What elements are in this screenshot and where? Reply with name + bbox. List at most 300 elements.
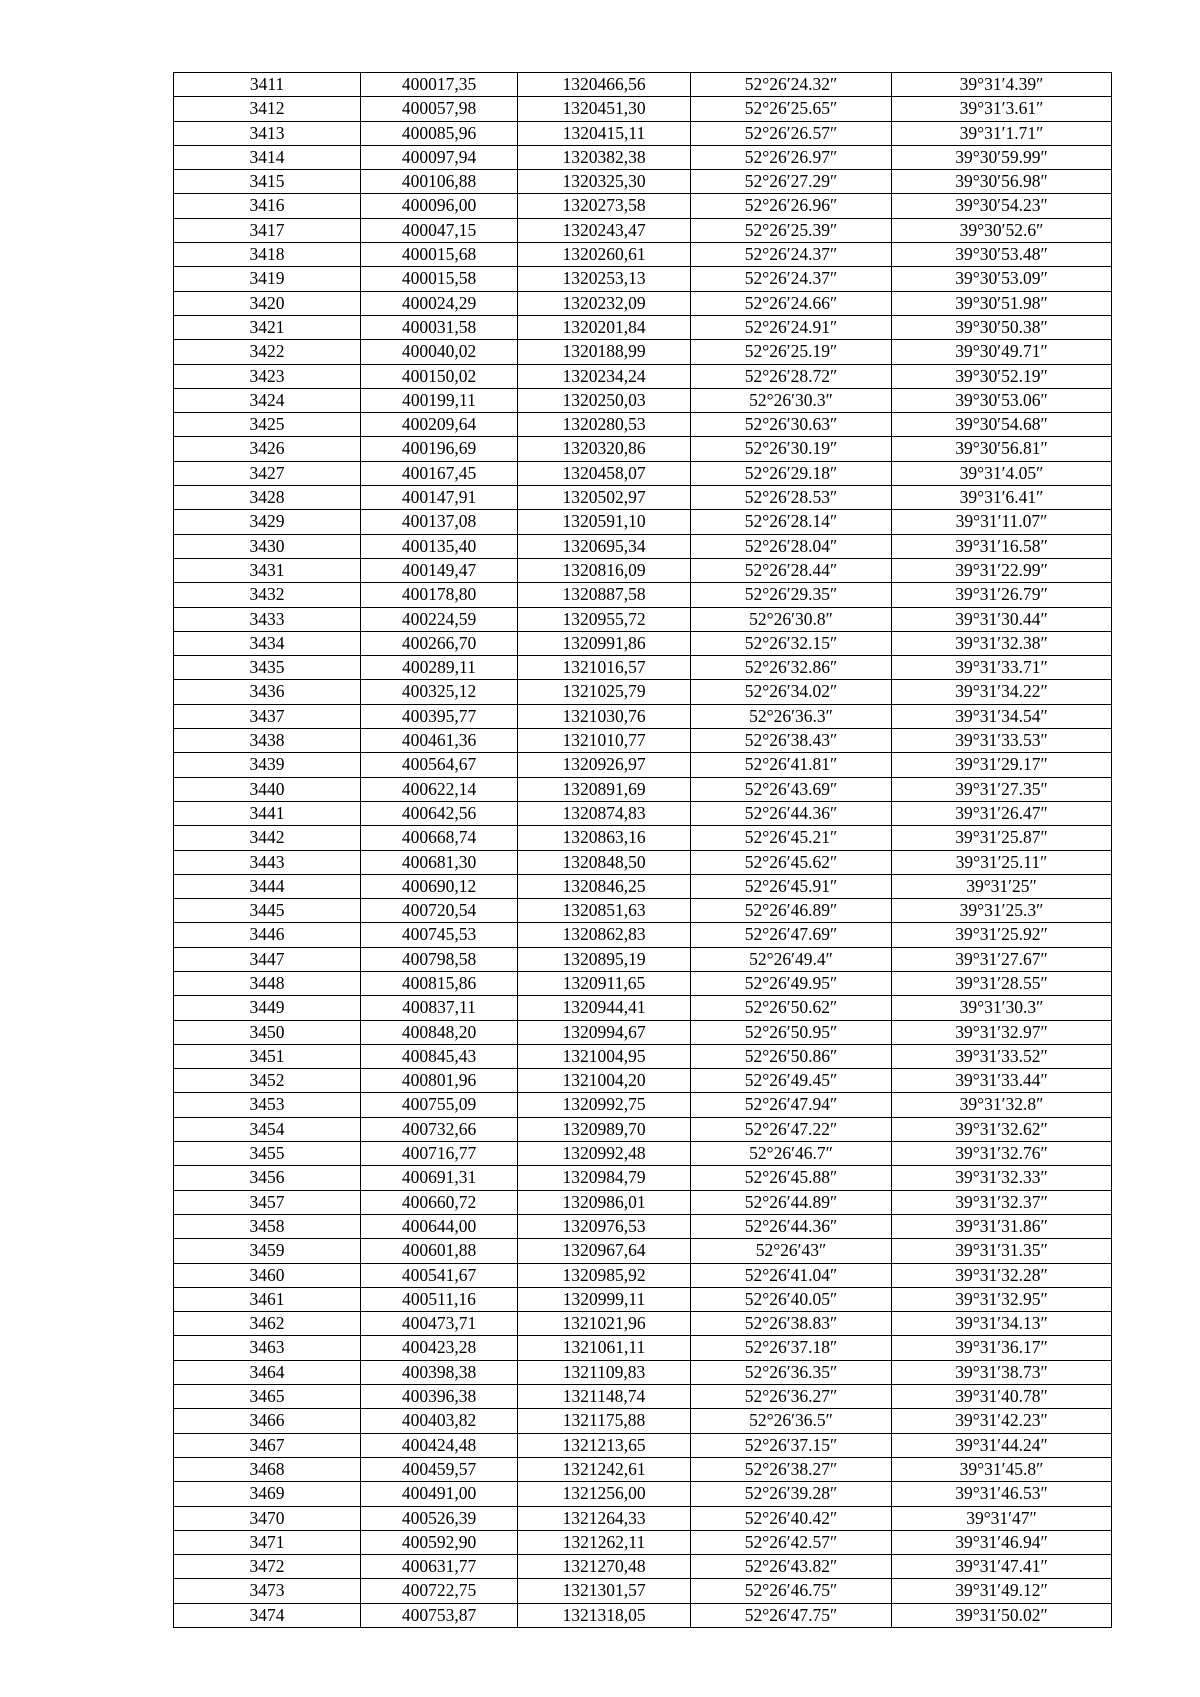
latitude-cell: 52°26′43″ (691, 1239, 892, 1263)
longitude-cell: 39°31′47.41″ (892, 1555, 1112, 1579)
latitude-cell: 52°26′50.62″ (691, 996, 892, 1020)
longitude-cell: 39°31′33.53″ (892, 729, 1112, 753)
y-coordinate-cell: 1320976,53 (518, 1214, 691, 1238)
longitude-cell: 39°31′28.55″ (892, 971, 1112, 995)
point-number-cell: 3431 (174, 558, 361, 582)
latitude-cell: 52°26′49.4″ (691, 947, 892, 971)
table-row (174, 1093, 1112, 1117)
table-row (174, 1214, 1112, 1238)
table-row (174, 461, 1112, 485)
x-coordinate-cell: 400106,88 (361, 170, 518, 194)
table-row (174, 194, 1112, 218)
table-row (174, 1482, 1112, 1506)
x-coordinate-cell: 400798,58 (361, 947, 518, 971)
latitude-cell: 52°26′46.7″ (691, 1142, 892, 1166)
table-row (174, 947, 1112, 971)
x-coordinate-cell: 400031,58 (361, 315, 518, 339)
point-number-cell: 3437 (174, 704, 361, 728)
y-coordinate-cell: 1320451,30 (518, 97, 691, 121)
latitude-cell: 52°26′45.88″ (691, 1166, 892, 1190)
table-row (174, 631, 1112, 655)
x-coordinate-cell: 400167,45 (361, 461, 518, 485)
x-coordinate-cell: 400837,11 (361, 996, 518, 1020)
y-coordinate-cell: 1320382,38 (518, 145, 691, 169)
longitude-cell: 39°31′3.61″ (892, 97, 1112, 121)
point-number-cell: 3439 (174, 753, 361, 777)
x-coordinate-cell: 400396,38 (361, 1385, 518, 1409)
table-row (174, 145, 1112, 169)
y-coordinate-cell: 1320944,41 (518, 996, 691, 1020)
point-number-cell: 3440 (174, 777, 361, 801)
longitude-cell: 39°30′54.68″ (892, 413, 1112, 437)
y-coordinate-cell: 1320862,83 (518, 923, 691, 947)
table-row (174, 704, 1112, 728)
y-coordinate-cell: 1321242,61 (518, 1457, 691, 1481)
latitude-cell: 52°26′44.36″ (691, 801, 892, 825)
y-coordinate-cell: 1320874,83 (518, 801, 691, 825)
point-number-cell: 3456 (174, 1166, 361, 1190)
longitude-cell: 39°31′34.13″ (892, 1312, 1112, 1336)
latitude-cell: 52°26′46.75″ (691, 1579, 892, 1603)
x-coordinate-cell: 400848,20 (361, 1020, 518, 1044)
longitude-cell: 39°30′53.09″ (892, 267, 1112, 291)
point-number-cell: 3423 (174, 364, 361, 388)
x-coordinate-cell: 400015,58 (361, 267, 518, 291)
latitude-cell: 52°26′42.57″ (691, 1530, 892, 1554)
x-coordinate-cell: 400691,31 (361, 1166, 518, 1190)
longitude-cell: 39°31′27.35″ (892, 777, 1112, 801)
x-coordinate-cell: 400564,67 (361, 753, 518, 777)
table-row (174, 1603, 1112, 1627)
latitude-cell: 52°26′24.66″ (691, 291, 892, 315)
table-row (174, 1555, 1112, 1579)
y-coordinate-cell: 1320863,16 (518, 826, 691, 850)
y-coordinate-cell: 1320232,09 (518, 291, 691, 315)
y-coordinate-cell: 1320986,01 (518, 1190, 691, 1214)
longitude-cell: 39°31′33.71″ (892, 656, 1112, 680)
latitude-cell: 52°26′44.36″ (691, 1214, 892, 1238)
latitude-cell: 52°26′45.21″ (691, 826, 892, 850)
point-number-cell: 3463 (174, 1336, 361, 1360)
longitude-cell: 39°31′45.8″ (892, 1457, 1112, 1481)
point-number-cell: 3412 (174, 97, 361, 121)
coordinates-table-body (174, 73, 1112, 1628)
latitude-cell: 52°26′28.44″ (691, 558, 892, 582)
point-number-cell: 3452 (174, 1069, 361, 1093)
latitude-cell: 52°26′36.35″ (691, 1360, 892, 1384)
table-row (174, 1044, 1112, 1068)
x-coordinate-cell: 400057,98 (361, 97, 518, 121)
table-row (174, 1409, 1112, 1433)
point-number-cell: 3454 (174, 1117, 361, 1141)
latitude-cell: 52°26′24.37″ (691, 243, 892, 267)
longitude-cell: 39°31′25.92″ (892, 923, 1112, 947)
point-number-cell: 3429 (174, 510, 361, 534)
x-coordinate-cell: 400178,80 (361, 583, 518, 607)
latitude-cell: 52°26′26.97″ (691, 145, 892, 169)
point-number-cell: 3443 (174, 850, 361, 874)
table-row (174, 1360, 1112, 1384)
latitude-cell: 52°26′49.95″ (691, 971, 892, 995)
latitude-cell: 52°26′38.83″ (691, 1312, 892, 1336)
longitude-cell: 39°30′51.98″ (892, 291, 1112, 315)
latitude-cell: 52°26′39.28″ (691, 1482, 892, 1506)
longitude-cell: 39°31′30.3″ (892, 996, 1112, 1020)
y-coordinate-cell: 1320887,58 (518, 583, 691, 607)
longitude-cell: 39°31′33.44″ (892, 1069, 1112, 1093)
latitude-cell: 52°26′50.86″ (691, 1044, 892, 1068)
longitude-cell: 39°31′25.3″ (892, 899, 1112, 923)
latitude-cell: 52°26′32.86″ (691, 656, 892, 680)
y-coordinate-cell: 1320502,97 (518, 486, 691, 510)
point-number-cell: 3417 (174, 218, 361, 242)
x-coordinate-cell: 400720,54 (361, 899, 518, 923)
y-coordinate-cell: 1320846,25 (518, 874, 691, 898)
table-row (174, 1239, 1112, 1263)
latitude-cell: 52°26′28.04″ (691, 534, 892, 558)
longitude-cell: 39°31′25″ (892, 874, 1112, 898)
y-coordinate-cell: 1321175,88 (518, 1409, 691, 1433)
x-coordinate-cell: 400690,12 (361, 874, 518, 898)
table-row (174, 534, 1112, 558)
longitude-cell: 39°31′40.78″ (892, 1385, 1112, 1409)
latitude-cell: 52°26′38.43″ (691, 729, 892, 753)
x-coordinate-cell: 400196,69 (361, 437, 518, 461)
point-number-cell: 3451 (174, 1044, 361, 1068)
table-row (174, 753, 1112, 777)
y-coordinate-cell: 1320991,86 (518, 631, 691, 655)
table-row (174, 1457, 1112, 1481)
y-coordinate-cell: 1320234,24 (518, 364, 691, 388)
y-coordinate-cell: 1320848,50 (518, 850, 691, 874)
latitude-cell: 52°26′47.69″ (691, 923, 892, 947)
x-coordinate-cell: 400325,12 (361, 680, 518, 704)
y-coordinate-cell: 1321270,48 (518, 1555, 691, 1579)
x-coordinate-cell: 400040,02 (361, 340, 518, 364)
longitude-cell: 39°31′31.86″ (892, 1214, 1112, 1238)
table-row (174, 1506, 1112, 1530)
latitude-cell: 52°26′40.42″ (691, 1506, 892, 1530)
latitude-cell: 52°26′43.69″ (691, 777, 892, 801)
y-coordinate-cell: 1320415,11 (518, 121, 691, 145)
y-coordinate-cell: 1321004,95 (518, 1044, 691, 1068)
y-coordinate-cell: 1320992,75 (518, 1093, 691, 1117)
x-coordinate-cell: 400289,11 (361, 656, 518, 680)
point-number-cell: 3460 (174, 1263, 361, 1287)
longitude-cell: 39°31′32.8″ (892, 1093, 1112, 1117)
longitude-cell: 39°31′30.44″ (892, 607, 1112, 631)
y-coordinate-cell: 1321021,96 (518, 1312, 691, 1336)
longitude-cell: 39°31′49.12″ (892, 1579, 1112, 1603)
x-coordinate-cell: 400209,64 (361, 413, 518, 437)
table-row (174, 437, 1112, 461)
point-number-cell: 3445 (174, 899, 361, 923)
table-row (174, 680, 1112, 704)
x-coordinate-cell: 400511,16 (361, 1287, 518, 1311)
x-coordinate-cell: 400745,53 (361, 923, 518, 947)
longitude-cell: 39°31′46.53″ (892, 1482, 1112, 1506)
point-number-cell: 3434 (174, 631, 361, 655)
point-number-cell: 3433 (174, 607, 361, 631)
longitude-cell: 39°31′33.52″ (892, 1044, 1112, 1068)
longitude-cell: 39°31′27.67″ (892, 947, 1112, 971)
longitude-cell: 39°31′6.41″ (892, 486, 1112, 510)
point-number-cell: 3444 (174, 874, 361, 898)
table-row (174, 170, 1112, 194)
longitude-cell: 39°30′53.06″ (892, 388, 1112, 412)
latitude-cell: 52°26′37.15″ (691, 1433, 892, 1457)
table-row (174, 729, 1112, 753)
x-coordinate-cell: 400017,35 (361, 73, 518, 97)
x-coordinate-cell: 400815,86 (361, 971, 518, 995)
table-row (174, 1312, 1112, 1336)
latitude-cell: 52°26′32.15″ (691, 631, 892, 655)
latitude-cell: 52°26′28.14″ (691, 510, 892, 534)
latitude-cell: 52°26′25.39″ (691, 218, 892, 242)
y-coordinate-cell: 1321301,57 (518, 1579, 691, 1603)
table-row (174, 486, 1112, 510)
longitude-cell: 39°30′50.38″ (892, 315, 1112, 339)
longitude-cell: 39°30′59.99″ (892, 145, 1112, 169)
point-number-cell: 3472 (174, 1555, 361, 1579)
x-coordinate-cell: 400199,11 (361, 388, 518, 412)
point-number-cell: 3446 (174, 923, 361, 947)
table-row (174, 1020, 1112, 1044)
point-number-cell: 3470 (174, 1506, 361, 1530)
y-coordinate-cell: 1320955,72 (518, 607, 691, 631)
x-coordinate-cell: 400622,14 (361, 777, 518, 801)
point-number-cell: 3455 (174, 1142, 361, 1166)
x-coordinate-cell: 400644,00 (361, 1214, 518, 1238)
table-row (174, 1385, 1112, 1409)
latitude-cell: 52°26′24.37″ (691, 267, 892, 291)
longitude-cell: 39°31′36.17″ (892, 1336, 1112, 1360)
latitude-cell: 52°26′41.04″ (691, 1263, 892, 1287)
x-coordinate-cell: 400395,77 (361, 704, 518, 728)
x-coordinate-cell: 400681,30 (361, 850, 518, 874)
table-row (174, 850, 1112, 874)
x-coordinate-cell: 400526,39 (361, 1506, 518, 1530)
point-number-cell: 3457 (174, 1190, 361, 1214)
point-number-cell: 3428 (174, 486, 361, 510)
latitude-cell: 52°26′36.5″ (691, 1409, 892, 1433)
x-coordinate-cell: 400150,02 (361, 364, 518, 388)
y-coordinate-cell: 1320911,65 (518, 971, 691, 995)
latitude-cell: 52°26′49.45″ (691, 1069, 892, 1093)
table-row (174, 510, 1112, 534)
x-coordinate-cell: 400137,08 (361, 510, 518, 534)
y-coordinate-cell: 1320895,19 (518, 947, 691, 971)
table-row (174, 1287, 1112, 1311)
x-coordinate-cell: 400801,96 (361, 1069, 518, 1093)
longitude-cell: 39°31′32.37″ (892, 1190, 1112, 1214)
point-number-cell: 3442 (174, 826, 361, 850)
longitude-cell: 39°31′42.23″ (892, 1409, 1112, 1433)
y-coordinate-cell: 1320591,10 (518, 510, 691, 534)
x-coordinate-cell: 400403,82 (361, 1409, 518, 1433)
table-row (174, 1190, 1112, 1214)
latitude-cell: 52°26′45.62″ (691, 850, 892, 874)
longitude-cell: 39°31′47″ (892, 1506, 1112, 1530)
table-row (174, 121, 1112, 145)
longitude-cell: 39°31′34.22″ (892, 680, 1112, 704)
x-coordinate-cell: 400601,88 (361, 1239, 518, 1263)
y-coordinate-cell: 1320992,48 (518, 1142, 691, 1166)
y-coordinate-cell: 1321109,83 (518, 1360, 691, 1384)
longitude-cell: 39°31′4.05″ (892, 461, 1112, 485)
longitude-cell: 39°31′32.33″ (892, 1166, 1112, 1190)
y-coordinate-cell: 1320458,07 (518, 461, 691, 485)
y-coordinate-cell: 1320695,34 (518, 534, 691, 558)
x-coordinate-cell: 400461,36 (361, 729, 518, 753)
latitude-cell: 52°26′47.94″ (691, 1093, 892, 1117)
latitude-cell: 52°26′26.96″ (691, 194, 892, 218)
y-coordinate-cell: 1320994,67 (518, 1020, 691, 1044)
point-number-cell: 3474 (174, 1603, 361, 1627)
y-coordinate-cell: 1320985,92 (518, 1263, 691, 1287)
point-number-cell: 3448 (174, 971, 361, 995)
latitude-cell: 52°26′26.57″ (691, 121, 892, 145)
y-coordinate-cell: 1320999,11 (518, 1287, 691, 1311)
y-coordinate-cell: 1320273,58 (518, 194, 691, 218)
point-number-cell: 3414 (174, 145, 361, 169)
y-coordinate-cell: 1321318,05 (518, 1603, 691, 1627)
point-number-cell: 3462 (174, 1312, 361, 1336)
point-number-cell: 3438 (174, 729, 361, 753)
longitude-cell: 39°31′25.87″ (892, 826, 1112, 850)
point-number-cell: 3461 (174, 1287, 361, 1311)
table-row (174, 874, 1112, 898)
x-coordinate-cell: 400668,74 (361, 826, 518, 850)
x-coordinate-cell: 400845,43 (361, 1044, 518, 1068)
x-coordinate-cell: 400423,28 (361, 1336, 518, 1360)
point-number-cell: 3418 (174, 243, 361, 267)
table-row (174, 1069, 1112, 1093)
point-number-cell: 3441 (174, 801, 361, 825)
table-row (174, 97, 1112, 121)
longitude-cell: 39°31′29.17″ (892, 753, 1112, 777)
latitude-cell: 52°26′44.89″ (691, 1190, 892, 1214)
longitude-cell: 39°31′38.73″ (892, 1360, 1112, 1384)
longitude-cell: 39°30′52.6″ (892, 218, 1112, 242)
x-coordinate-cell: 400473,71 (361, 1312, 518, 1336)
point-number-cell: 3467 (174, 1433, 361, 1457)
latitude-cell: 52°26′30.8″ (691, 607, 892, 631)
point-number-cell: 3422 (174, 340, 361, 364)
point-number-cell: 3420 (174, 291, 361, 315)
x-coordinate-cell: 400541,67 (361, 1263, 518, 1287)
y-coordinate-cell: 1321262,11 (518, 1530, 691, 1554)
table-row (174, 583, 1112, 607)
x-coordinate-cell: 400147,91 (361, 486, 518, 510)
y-coordinate-cell: 1321256,00 (518, 1482, 691, 1506)
point-number-cell: 3435 (174, 656, 361, 680)
x-coordinate-cell: 400753,87 (361, 1603, 518, 1627)
latitude-cell: 52°26′28.72″ (691, 364, 892, 388)
point-number-cell: 3469 (174, 1482, 361, 1506)
latitude-cell: 52°26′40.05″ (691, 1287, 892, 1311)
x-coordinate-cell: 400398,38 (361, 1360, 518, 1384)
y-coordinate-cell: 1321061,11 (518, 1336, 691, 1360)
latitude-cell: 52°26′30.19″ (691, 437, 892, 461)
x-coordinate-cell: 400096,00 (361, 194, 518, 218)
longitude-cell: 39°30′54.23″ (892, 194, 1112, 218)
longitude-cell: 39°31′26.47″ (892, 801, 1112, 825)
x-coordinate-cell: 400459,57 (361, 1457, 518, 1481)
point-number-cell: 3413 (174, 121, 361, 145)
longitude-cell: 39°31′4.39″ (892, 73, 1112, 97)
point-number-cell: 3453 (174, 1093, 361, 1117)
y-coordinate-cell: 1321264,33 (518, 1506, 691, 1530)
latitude-cell: 52°26′25.65″ (691, 97, 892, 121)
y-coordinate-cell: 1321016,57 (518, 656, 691, 680)
longitude-cell: 39°30′53.48″ (892, 243, 1112, 267)
longitude-cell: 39°31′32.38″ (892, 631, 1112, 655)
table-row (174, 315, 1112, 339)
x-coordinate-cell: 400149,47 (361, 558, 518, 582)
latitude-cell: 52°26′50.95″ (691, 1020, 892, 1044)
y-coordinate-cell: 1320984,79 (518, 1166, 691, 1190)
y-coordinate-cell: 1320188,99 (518, 340, 691, 364)
longitude-cell: 39°31′32.28″ (892, 1263, 1112, 1287)
point-number-cell: 3459 (174, 1239, 361, 1263)
latitude-cell: 52°26′29.35″ (691, 583, 892, 607)
point-number-cell: 3436 (174, 680, 361, 704)
table-row (174, 267, 1112, 291)
latitude-cell: 52°26′30.3″ (691, 388, 892, 412)
latitude-cell: 52°26′29.18″ (691, 461, 892, 485)
y-coordinate-cell: 1320891,69 (518, 777, 691, 801)
x-coordinate-cell: 400097,94 (361, 145, 518, 169)
latitude-cell: 52°26′41.81″ (691, 753, 892, 777)
latitude-cell: 52°26′25.19″ (691, 340, 892, 364)
table-row (174, 826, 1112, 850)
x-coordinate-cell: 400024,29 (361, 291, 518, 315)
point-number-cell: 3430 (174, 534, 361, 558)
table-row (174, 607, 1112, 631)
x-coordinate-cell: 400085,96 (361, 121, 518, 145)
point-number-cell: 3458 (174, 1214, 361, 1238)
coordinates-table (173, 72, 1112, 1628)
longitude-cell: 39°31′31.35″ (892, 1239, 1112, 1263)
point-number-cell: 3449 (174, 996, 361, 1020)
x-coordinate-cell: 400642,56 (361, 801, 518, 825)
latitude-cell: 52°26′46.89″ (691, 899, 892, 923)
x-coordinate-cell: 400047,15 (361, 218, 518, 242)
table-row (174, 923, 1112, 947)
table-row (174, 1166, 1112, 1190)
y-coordinate-cell: 1321148,74 (518, 1385, 691, 1409)
y-coordinate-cell: 1320466,56 (518, 73, 691, 97)
table-row (174, 1433, 1112, 1457)
table-row (174, 364, 1112, 388)
x-coordinate-cell: 400631,77 (361, 1555, 518, 1579)
table-row (174, 218, 1112, 242)
latitude-cell: 52°26′24.32″ (691, 73, 892, 97)
point-number-cell: 3465 (174, 1385, 361, 1409)
longitude-cell: 39°30′56.81″ (892, 437, 1112, 461)
y-coordinate-cell: 1320253,13 (518, 267, 691, 291)
y-coordinate-cell: 1320250,03 (518, 388, 691, 412)
longitude-cell: 39°31′50.02″ (892, 1603, 1112, 1627)
point-number-cell: 3427 (174, 461, 361, 485)
longitude-cell: 39°31′32.95″ (892, 1287, 1112, 1311)
table-row (174, 899, 1112, 923)
table-row (174, 1336, 1112, 1360)
table-row (174, 777, 1112, 801)
longitude-cell: 39°30′56.98″ (892, 170, 1112, 194)
y-coordinate-cell: 1321213,65 (518, 1433, 691, 1457)
